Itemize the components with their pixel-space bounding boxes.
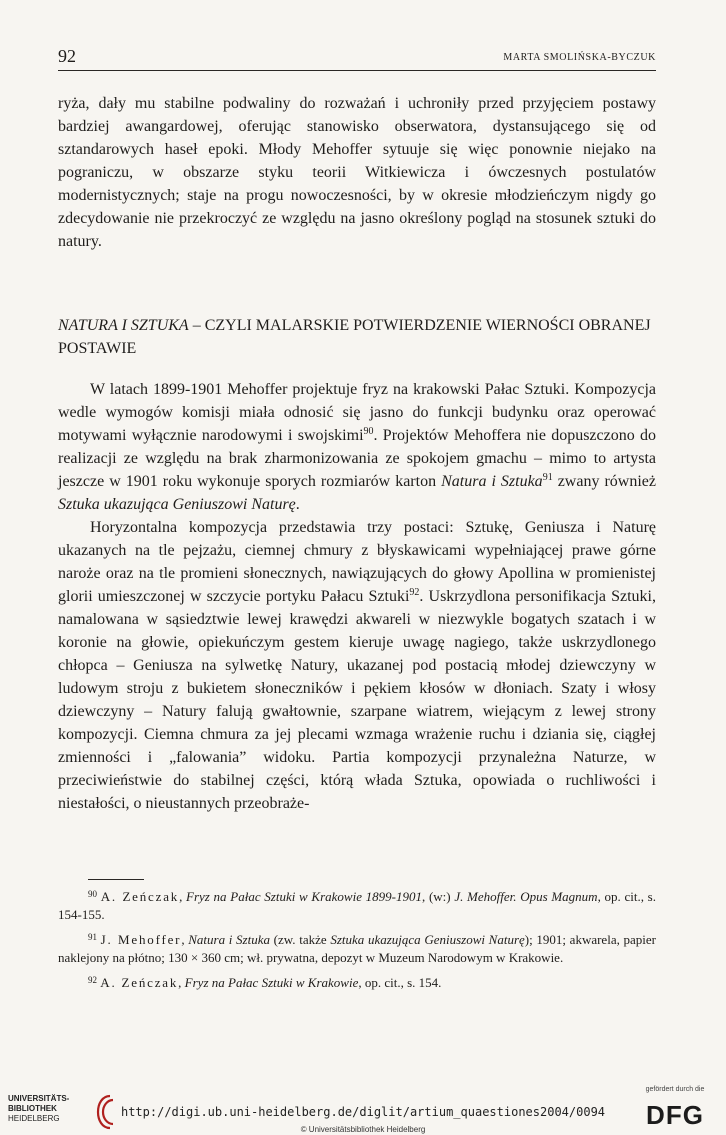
footnote-ref-92[interactable]: 92 bbox=[409, 587, 420, 598]
footnotes bbox=[58, 888, 656, 999]
source-url-link[interactable]: http://digi.ub.uni-heidelberg.de/diglit/artium_quaestiones2004/0094 bbox=[120, 1105, 606, 1119]
paragraph-composition: Horyzontalna kompozycja przedstawia trzy postaci: Sztukę, Geniusza i Naturę ukazanych na tle pejzażu, ciemnej chmury z błyskawicami wypełniającej prawe górne naroże oraz na tle promieni słonecznych, nawiązujących do głowy Apollina w promienistej glorii umieszczonej w szczycie portyku Pałacu Sztuki$^{92}$. Uskrzydlona personifikacja Sztuki, namalowana w sąsiedztwie lewej krawędzi akwareli w niezwykle bogatych szatach i w koronie na głowie, opiekuńczym gestem kieruje uwagę nagiego, także uskrzydlonego chłopca – Geniusza na sylwetkę Natury, ukazanej pod postacią młodej dziewczyny w ludowym stroju z bukietem słoneczników i pękiem kłosów w dłoniach. Szaty i włosy dziewczyny – Natury falują gwałtownie, szarpane wiatrem, wiejącym z lewej strony kompozycji. Ciemna chmura za jej plecami wzmaga wrażenie ruchu i dziania się, ciągłej zmienności i „falowania” widoku. Partia kompozycji przynależna Naturze, w przeciwieństwie do stabilnej części, którą włada Sztuka, opowiada o ruchliwości i niestałości, o nieustannych przeobraże- bbox=[58, 519, 656, 812]
body-text-top bbox=[58, 92, 656, 253]
header-rule bbox=[58, 70, 656, 71]
body-text-main bbox=[58, 378, 656, 815]
paragraph-frieze: W latach 1899-1901 Mehoffer projektuje fryz na krakowski Pałac Sztuki. Kompozycja wedle wymogów komisji miała odnosić się jasno do funkcji budynku oraz operować motywami wyłącznie narodowymi i swojskimi$^{90}$. Projektów Mehoffera nie dopuszczono do realizacji ze względu na brak zharmonizowania ze spokojem gmachu – mimo to artysta jeszcze w 1901 roku wykonuje sporych rozmiarów karton Natura i Sztuka$^{91}$ zwany również Sztuka ukazująca Geniuszowi Naturę. bbox=[58, 381, 657, 513]
running-head: MARTA SMOLIŃSKA-BYCZUK bbox=[503, 52, 656, 63]
dfg-block[interactable] bbox=[638, 1086, 712, 1132]
footnote-90: $^{90}$ A. Zeńczak, Fryz na Pałac Sztuki w Krakowie 1899-1901, (w:) J. Mehoffer. Opus Magnum, op. cit., s. 154-155. bbox=[58, 889, 656, 922]
library-name: UNIVERSITÄTS- BIBLIOTHEK HEIDELBERG bbox=[8, 1094, 70, 1123]
section-heading bbox=[58, 314, 656, 360]
dfg-caption: gefördert durch die bbox=[645, 1086, 705, 1093]
footnote-92: $^{92}$ A. Zeńczak, Fryz na Pałac Sztuki w Krakowie, op. cit., s. 154. bbox=[88, 975, 442, 990]
footnote-ref-91[interactable]: 91 bbox=[542, 472, 553, 483]
dfg-logo bbox=[640, 1098, 710, 1128]
artwork-title: Natura i Sztuka bbox=[441, 473, 543, 490]
page-number: 92 bbox=[58, 46, 76, 66]
paragraph-continued: ryża, dały mu stabilne podwaliny do rozważań i uchroniły przed przyjęciem postawy bardziej awangardowej, oferując stanowisko obserwatora, dystansującego się od sztandarowych haseł epoki. Młody Mehoffer sytuuje się więc ponownie niejako na pograniczu, w obszarze styku teorii Witkiewicza i ówczesnych postulatów modernistycznych; staje na progu nowoczesności, by w okresie młodzieńczym nigdy go zdecydowanie nie przekroczyć ze względu na jasno określony pogląd na stosunek sztuki do natury. bbox=[58, 95, 656, 250]
footnote-rule bbox=[88, 879, 144, 880]
dfg-logo-text: DFG bbox=[646, 1100, 704, 1128]
footnote-91: $^{91}$ J. Mehoffer, Natura i Sztuka (zw. także Sztuka ukazująca Geniuszowi Naturę); 1901; akwarela, papier naklejony na płótno; 130 × 360 cm; wł. prywatna, depozyt w Muzeum Narodowym w Krakowie. bbox=[58, 932, 656, 965]
artwork-alt-title: Sztuka ukazująca Geniuszowi Naturę bbox=[58, 496, 296, 513]
page-footer bbox=[0, 1083, 726, 1135]
footnote-ref-90[interactable]: 90 bbox=[363, 426, 374, 437]
copyright-notice: © Universitätsbibliothek Heidelberg bbox=[300, 1125, 426, 1134]
section-heading-italic: NATURA I SZTUKA bbox=[58, 317, 189, 334]
section-heading-rest: – CZYLI MALARSKIE POTWIERDZENIE WIERNOŚCI OBRANEJ POSTAWIE bbox=[58, 317, 651, 357]
